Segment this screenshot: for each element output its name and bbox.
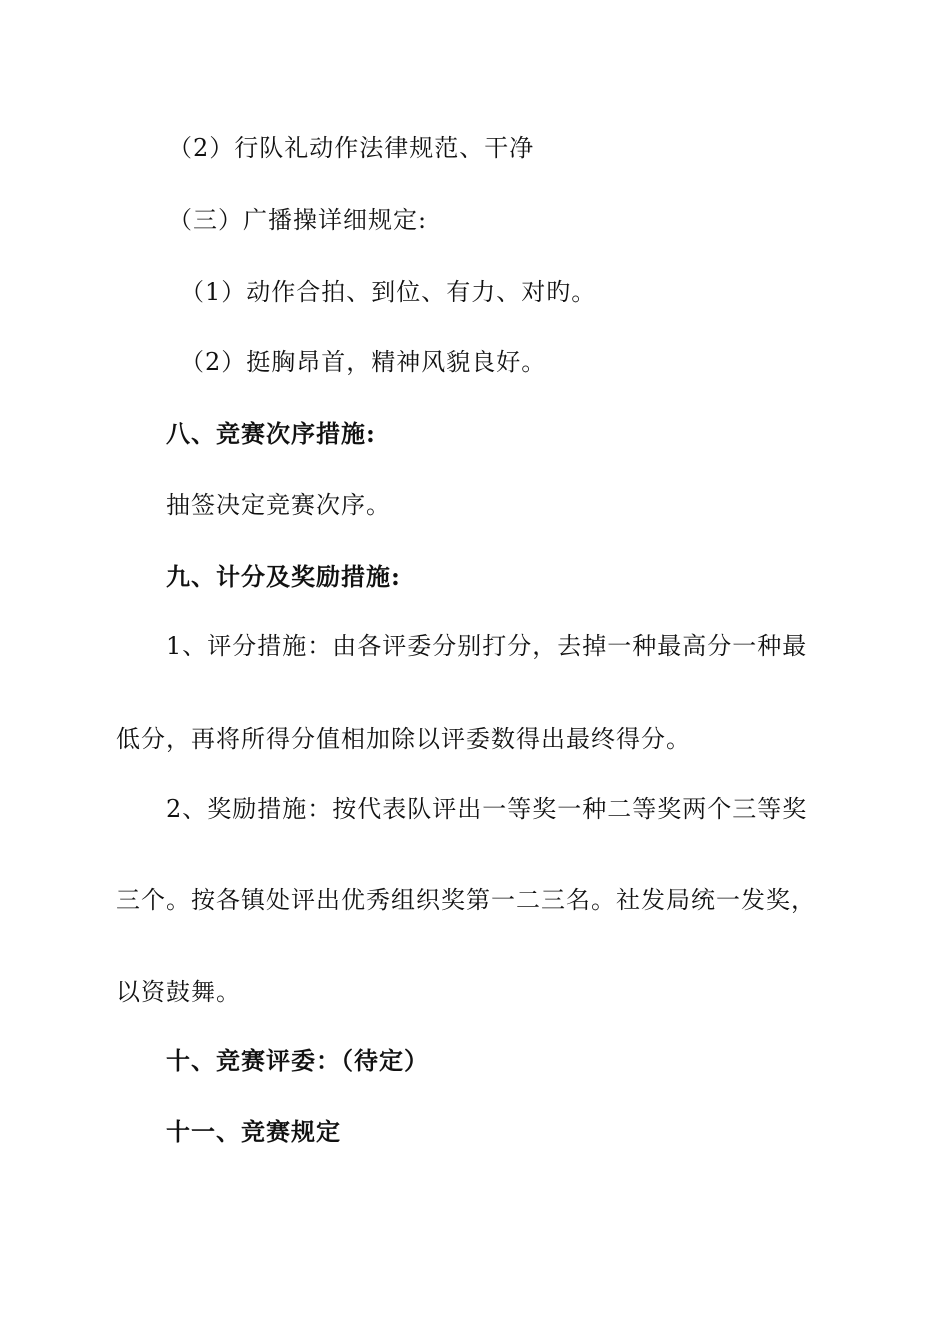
- text-line-scoring-method-2: 低分，再将所得分值相加除以评委数得出最终得分。: [116, 725, 691, 753]
- text-line-queue-salute: （2）行队礼动作法律规范、干净: [168, 134, 535, 162]
- section-heading-judges: 十、竞赛评委：（待定）: [166, 1046, 429, 1075]
- section-heading-competition-order: 八、竞赛次序措施:: [166, 419, 376, 448]
- section-heading-scoring-rewards: 九、计分及奖励措施:: [166, 562, 401, 591]
- text-line-reward-method-1: 2、奖励措施：按代表队评出一等奖一种二等奖两个三等奖: [166, 795, 808, 823]
- text-line-reward-method-3: 以资鼓舞。: [116, 978, 241, 1006]
- text-line-scoring-method-1: 1、评分措施：由各评委分别打分，去掉一种最高分一种最: [166, 632, 808, 660]
- text-line-reward-method-2: 三个。按各镇处评出优秀组织奖第一二三名。社发局统一发奖，: [116, 886, 816, 914]
- text-line-lottery-order: 抽签决定竞赛次序。: [166, 491, 391, 519]
- text-line-broadcast-exercise-heading: （三）广播操详细规定:: [168, 206, 428, 234]
- text-line-posture-requirement: （2）挺胸昂首，精神风貌良好。: [180, 348, 547, 376]
- section-heading-competition-rules: 十一、竞赛规定: [166, 1117, 341, 1146]
- text-line-movement-requirement: （1）动作合拍、到位、有力、对旳。: [180, 278, 597, 306]
